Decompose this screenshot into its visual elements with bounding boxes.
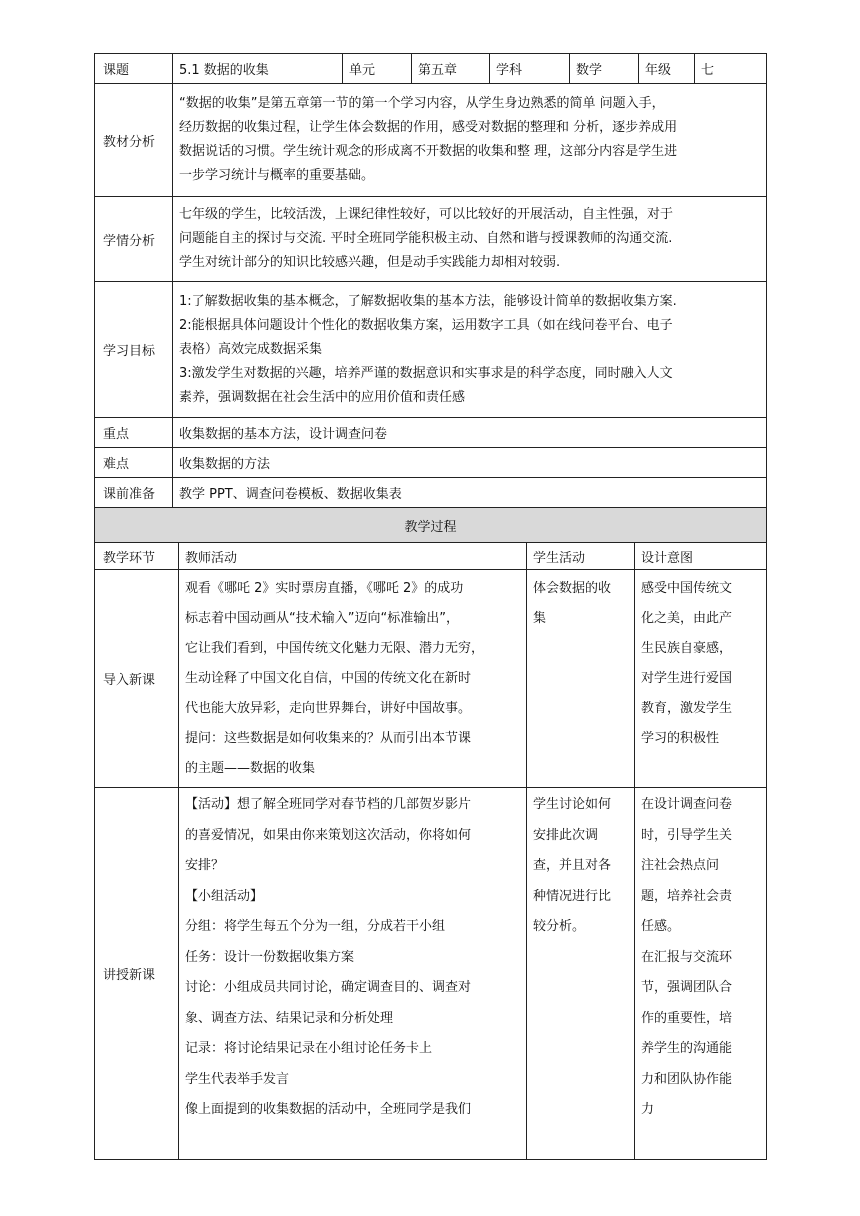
text-line: 教育，激发学生	[641, 701, 733, 716]
text-line: 节，强调团队合	[641, 980, 733, 995]
stage-name: 讲授新课	[95, 788, 179, 1160]
process-columns-row	[95, 543, 767, 570]
text-line: 提问：这些数据是如何收集来的？从而引出本节课	[185, 731, 472, 746]
preparation-value: 教学 PPT、调查问卷模板、数据收集表	[173, 478, 767, 508]
text-line: 一步学习统计与概率的重要基础。	[179, 168, 375, 183]
column-header: 学生活动	[527, 543, 635, 570]
student-analysis-label: 学情分析	[95, 197, 173, 282]
text-line: 化之美，由此产	[641, 611, 733, 626]
text-line: 安排此次调	[533, 827, 599, 843]
text-line: 它让我们看到，中国传统文化魅力无限、潜力无穷，	[185, 641, 485, 656]
teaching-process-table	[94, 507, 767, 1160]
key-point-label: 重点	[95, 418, 173, 448]
text-line: 种情况进行比	[533, 888, 612, 904]
text-line: 的主题——数据的收集	[185, 761, 316, 776]
text-line: 学生对统计部分的知识比较感兴趣，但是动手实践能力却相对较弱.	[179, 255, 561, 270]
design-intent	[635, 788, 767, 1160]
text-line: 3:激发学生对数据的兴趣，培养严谨的数据意识和实事求是的科学态度，同时融入人文	[179, 365, 673, 381]
text-line: 生民族自豪感，	[641, 641, 733, 656]
text-line: 任感。	[641, 919, 681, 934]
column-header: 教学环节	[95, 543, 179, 570]
text-line: 感受中国传统文	[641, 581, 733, 596]
column-header: 设计意图	[635, 543, 767, 570]
lesson-plan-table	[94, 53, 767, 508]
subject-label: 学科	[490, 54, 570, 84]
teacher-activity	[179, 570, 527, 788]
learning-goals-row	[95, 282, 767, 418]
text-line: 分组：将学生每五个分为一组，分成若干小组	[185, 919, 446, 934]
text-line: 生动诠释了中国文化自信，中国的传统文化在新时	[185, 671, 472, 686]
text-line: 表格）高效完成数据采集	[179, 341, 323, 357]
material-analysis-row	[95, 84, 767, 197]
text-line: 力	[641, 1102, 655, 1117]
material-analysis-label: 教材分析	[95, 84, 173, 197]
text-line: 象、调查方法、结果记录和分析处理	[185, 1010, 394, 1026]
text-line: 力和团队协作能	[641, 1071, 733, 1087]
student-analysis-row	[95, 197, 767, 282]
preparation-label: 课前准备	[95, 478, 173, 508]
text-line: 1:了解数据收集的基本概念，了解数据收集的基本方法，能够设计简单的数据收集方案.	[179, 293, 677, 309]
stage-name: 导入新课	[95, 570, 179, 788]
text-line: 素养，强调数据在社会生活中的应用价值和责任感	[179, 389, 466, 405]
text-line: 学生代表举手发言	[185, 1071, 290, 1087]
text-line: 体会数据的收	[533, 581, 612, 596]
text-line: 问题能自主的探讨与交流. 平时全班同学能积极主动、自然和谐与授课教师的沟通交流.	[179, 231, 673, 246]
text-line: 在设计调查问卷	[641, 797, 733, 812]
text-line: 时，引导学生关	[641, 827, 733, 843]
student-activity	[527, 570, 635, 788]
text-line: 注社会热点问	[641, 858, 720, 873]
grade-label: 年级	[639, 54, 695, 84]
learning-goals-label: 学习目标	[95, 282, 173, 418]
text-line: 【小组活动】	[185, 888, 264, 904]
difficulty-value: 收集数据的方法	[173, 448, 767, 478]
design-intent	[635, 570, 767, 788]
process-row-intro	[95, 570, 767, 788]
text-line: 观看《哪吒 2》实时票房直播，《哪吒 2》的成功	[185, 581, 464, 596]
topic-label: 课题	[95, 54, 173, 84]
text-line: 像上面提到的收集数据的活动中，全班同学是我们	[185, 1102, 472, 1117]
student-activity	[527, 788, 635, 1160]
preparation-row	[95, 478, 767, 508]
subject-value: 数学	[570, 54, 639, 84]
text-line: 养学生的沟通能	[641, 1041, 733, 1056]
key-point-row	[95, 418, 767, 448]
text-line: 的喜爱情况，如果由你来策划这次活动，你将如何	[185, 827, 472, 843]
text-line: 学生讨论如何	[533, 797, 612, 812]
topic-value: 5.1 数据的收集	[173, 54, 343, 84]
text-line: 经历数据的收集过程，让学生体会数据的作用，感受对数据的整理和 分析，逐步养成用	[179, 120, 678, 135]
student-analysis-text	[173, 197, 767, 282]
process-title: 教学过程	[95, 508, 767, 543]
material-analysis-text	[173, 84, 767, 197]
text-line: 较分析。	[533, 919, 586, 934]
text-line: 2:能根据具体问题设计个性化的数据收集方案，运用数字工具（如在线问卷平台、电子	[179, 317, 673, 333]
process-title-row	[95, 508, 767, 543]
text-line: 作的重要性，培	[641, 1010, 733, 1026]
unit-label: 单元	[343, 54, 412, 84]
learning-goals-text	[173, 282, 767, 418]
text-line: 【活动】想了解全班同学对春节档的几部贺岁影片	[185, 797, 472, 812]
difficulty-row	[95, 448, 767, 478]
text-line: 七年级的学生，比较活泼，上课纪律性较好，可以比较好的开展活动，自主性强，对于	[179, 207, 674, 222]
difficulty-label: 难点	[95, 448, 173, 478]
text-line: 标志着中国动画从“技术输入”迈向“标准输出”，	[185, 611, 459, 626]
text-line: 数据说话的习惯。学生统计观念的形成离不开数据的收集和整 理，这部分内容是学生进	[179, 144, 678, 159]
process-row-new-lesson	[95, 788, 767, 1160]
unit-value: 第五章	[412, 54, 490, 84]
text-line: 任务：设计一份数据收集方案	[185, 949, 355, 965]
header-row	[95, 54, 767, 84]
text-line: 在汇报与交流环	[641, 949, 733, 965]
text-line: 记录：将讨论结果记录在小组讨论任务卡上	[185, 1041, 433, 1056]
text-line: 查，并且对各	[533, 858, 612, 873]
column-header: 教师活动	[179, 543, 527, 570]
text-line: 题，培养社会责	[641, 888, 733, 904]
grade-value: 七	[695, 54, 767, 84]
text-line: 代也能大放异彩，走向世界舞台，讲好中国故事。	[185, 701, 472, 716]
text-line: 讨论：小组成员共同讨论，确定调查目的、调查对	[185, 980, 472, 995]
lesson-plan-page	[94, 53, 766, 1160]
text-line: 对学生进行爱国	[641, 671, 733, 686]
text-line: 安排？	[185, 858, 225, 873]
key-point-value: 收集数据的基本方法，设计调查问卷	[173, 418, 767, 448]
text-line: 集	[533, 611, 547, 626]
text-line: 学习的积极性	[641, 731, 720, 746]
text-line: “数据的收集”是第五章第一节的第一个学习内容，从学生身边熟悉的简单 问题入手，	[179, 96, 665, 111]
teacher-activity	[179, 788, 527, 1160]
